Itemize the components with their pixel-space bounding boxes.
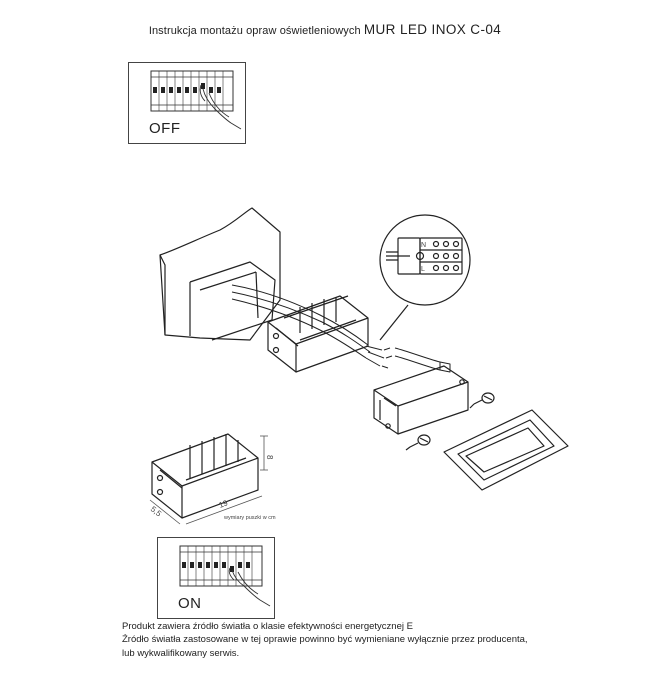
dimension-depth: 5,5	[148, 504, 164, 519]
cable-bundle	[232, 285, 370, 358]
terminal-callout	[380, 215, 470, 340]
title-model: MUR LED INOX C-04	[363, 22, 502, 37]
dimension-caption: wymiary puszki w cm	[224, 515, 276, 521]
dimension-height: 8	[265, 455, 274, 460]
note-energy-class: Produkt zawiera źródło światła o klasie efektywności energetycznej E	[122, 621, 413, 632]
terminal-n-label: N	[421, 242, 427, 249]
terminal-l-label: L	[421, 266, 425, 273]
dimension-lines	[150, 436, 268, 524]
wall-fragment	[160, 208, 280, 340]
screw-icon	[406, 393, 494, 450]
on-label: ON	[178, 595, 202, 612]
dimension-length: 19	[217, 498, 230, 510]
note-replacement: Źródło światła zastosowane w tej oprawie powinno być wymieniane wyłącznie przez producenta,	[122, 634, 528, 645]
title-prefix: Instrukcja montażu opraw oświetleniowych	[148, 25, 364, 37]
note-service: lub wykwalifikowany serwis.	[122, 648, 240, 659]
cover-frame	[444, 410, 568, 490]
box-dimension-drawing	[152, 434, 258, 518]
lamp-cable	[395, 348, 450, 372]
off-label: OFF	[149, 120, 181, 137]
lamp-body	[374, 366, 468, 434]
cable-ends	[366, 346, 392, 368]
